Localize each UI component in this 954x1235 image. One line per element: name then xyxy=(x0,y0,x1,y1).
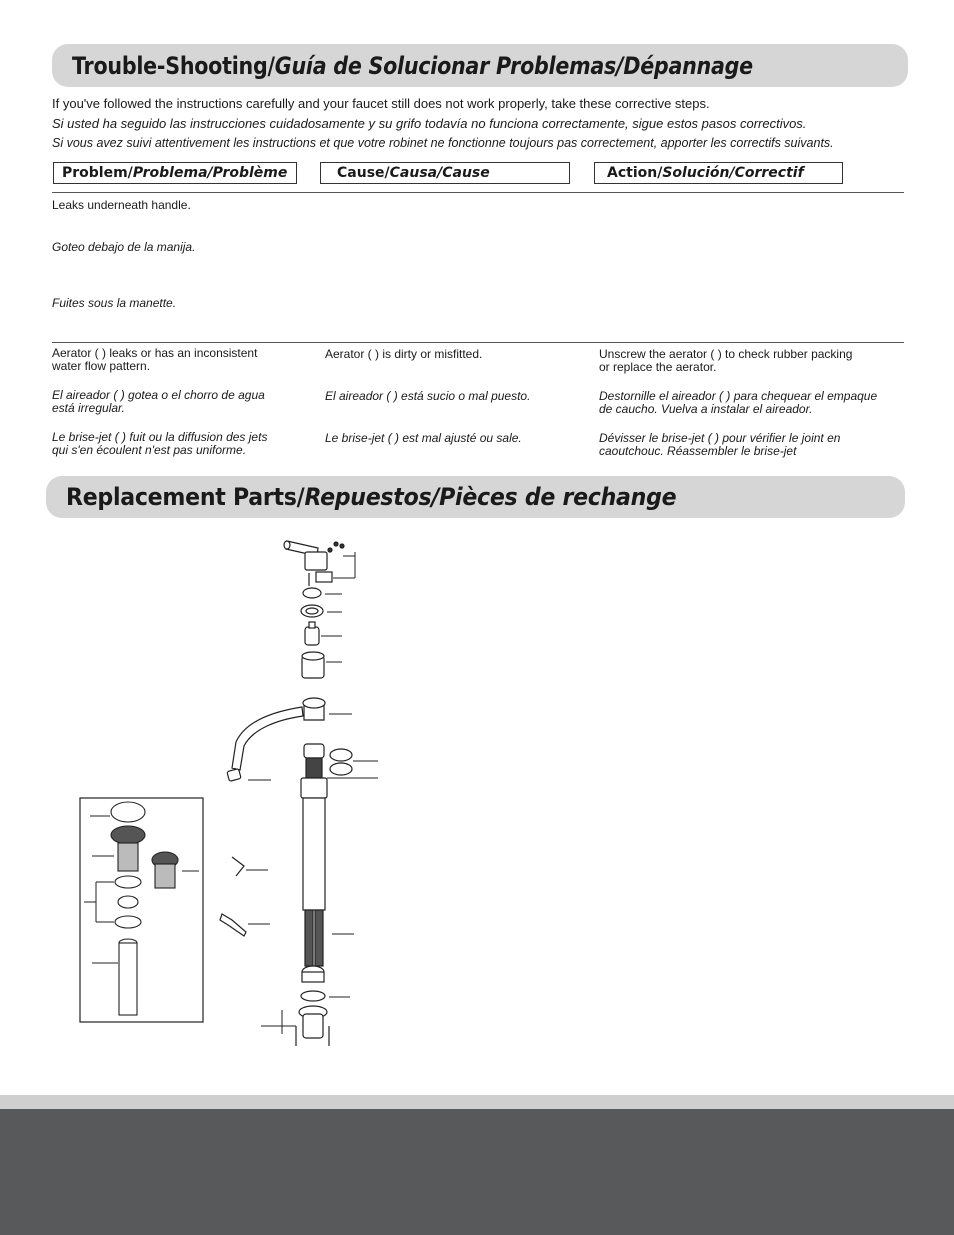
row2-cause-english: Aerator ( ) is dirty or misfitted. xyxy=(325,347,483,361)
row2-cause-french: Le brise-jet ( ) est mal ajusté ou sale. xyxy=(325,431,522,445)
o-ring-lower-part xyxy=(330,763,352,775)
problem-header-regular: Problem/ xyxy=(62,165,133,181)
drain-gasket-part xyxy=(118,896,138,908)
table-rule-middle xyxy=(52,342,904,343)
o-ring-upper-part xyxy=(330,749,352,761)
bonnet-part xyxy=(302,652,324,678)
row2-action-english: Unscrew the aerator ( ) to check rubber packing or replace the aerator. xyxy=(599,347,853,374)
cap-ring-part xyxy=(303,588,321,598)
problem-header-italic: Problema/Problème xyxy=(132,165,288,181)
troubleshooting-title-italic: Guía de Solucionar Problemas/Dépannage xyxy=(274,52,753,80)
row2-problem-spanish: El aireador ( ) gotea o el chorro de agua está irregular. xyxy=(52,388,265,415)
leader-lines xyxy=(246,552,378,1034)
troubleshooting-title-regular: Trouble-Shooting/ xyxy=(72,52,275,80)
action-header-italic: Solución/Correctif xyxy=(662,165,804,181)
cause-header-italic: Causa/Cause xyxy=(389,165,490,181)
wrench-tool xyxy=(220,914,246,936)
row2-cause-spanish: El aireador ( ) está sucio o mal puesto. xyxy=(325,389,531,403)
intro-spanish: Si usted ha seguido las instrucciones cuidadosamente y su grifo todavía no funciona correctamente, sigue estos pasos correctivos. xyxy=(52,116,807,131)
intro-french: Si vous avez suivi attentivement les instructions et que votre robinet ne fonctionne toujours pas correctement, apporter les correctifs suivants. xyxy=(52,136,834,150)
drain-washer-2-part xyxy=(115,916,141,928)
hex-key-tool xyxy=(232,857,244,876)
troubleshooting-banner xyxy=(52,44,908,87)
row2-problem-french: Le brise-jet ( ) fuit ou la diffusion des jets qui s'en écoulent n'est pas uniforme. xyxy=(52,430,268,457)
washer-part xyxy=(301,991,325,1001)
troubleshooting-title xyxy=(72,52,753,80)
action-header-regular: Action/ xyxy=(607,165,663,181)
intro-english: If you've followed the instructions carefully and your faucet still does not work properly, take these corrective steps. xyxy=(52,96,710,111)
footer-light-bar xyxy=(0,1095,954,1109)
grid-drain-part xyxy=(152,852,178,888)
mounting-shank-part xyxy=(301,744,327,798)
row1-problem-spanish: Goteo debajo de la manija. xyxy=(52,240,196,254)
action-column-header xyxy=(594,162,843,184)
footer-dark-bar xyxy=(0,1109,954,1235)
row2-action-french: Dévisser le brise-jet ( ) pour vérifier le joint en caoutchouc. Réassembler le brise-jet xyxy=(599,431,841,458)
problem-column-header xyxy=(53,162,297,184)
riser-tube-part xyxy=(303,798,325,910)
tailpiece-part xyxy=(119,939,137,1015)
drain-assembly-inset xyxy=(80,798,203,1022)
row1-problem-english: Leaks underneath handle. xyxy=(52,198,191,212)
lock-nut-assembly-part xyxy=(296,1006,329,1046)
nut-ring-part xyxy=(301,605,323,617)
row1-problem-french: Fuites sous la manette. xyxy=(52,296,177,310)
replacement-title-regular: Replacement Parts/ xyxy=(66,483,305,511)
cause-header-regular: Cause/ xyxy=(337,165,390,181)
supply-hoses-part xyxy=(305,910,323,966)
drain-washer-1-part xyxy=(115,876,141,888)
replacement-parts-banner xyxy=(46,476,905,518)
replacement-parts-title xyxy=(66,483,676,511)
mounting-nut-part xyxy=(302,966,324,982)
row2-action-spanish: Destornille el aireador ( ) para chequear el empaque de caucho. Vuelva a instalar el aireador. xyxy=(599,389,878,416)
cause-column-header xyxy=(320,162,570,184)
row2-problem-english: Aerator ( ) leaks or has an inconsistent water flow pattern. xyxy=(52,346,258,373)
table-rule-top xyxy=(52,192,904,193)
faucet-body-spout-part xyxy=(232,698,325,770)
drain-cap-part xyxy=(111,802,145,822)
cartridge-part xyxy=(305,622,319,645)
drain-body-part xyxy=(111,826,145,871)
handle-lever-part xyxy=(284,541,344,586)
aerator-part xyxy=(227,769,241,782)
replacement-title-italic: Repuestos/Pièces de rechange xyxy=(304,483,677,511)
